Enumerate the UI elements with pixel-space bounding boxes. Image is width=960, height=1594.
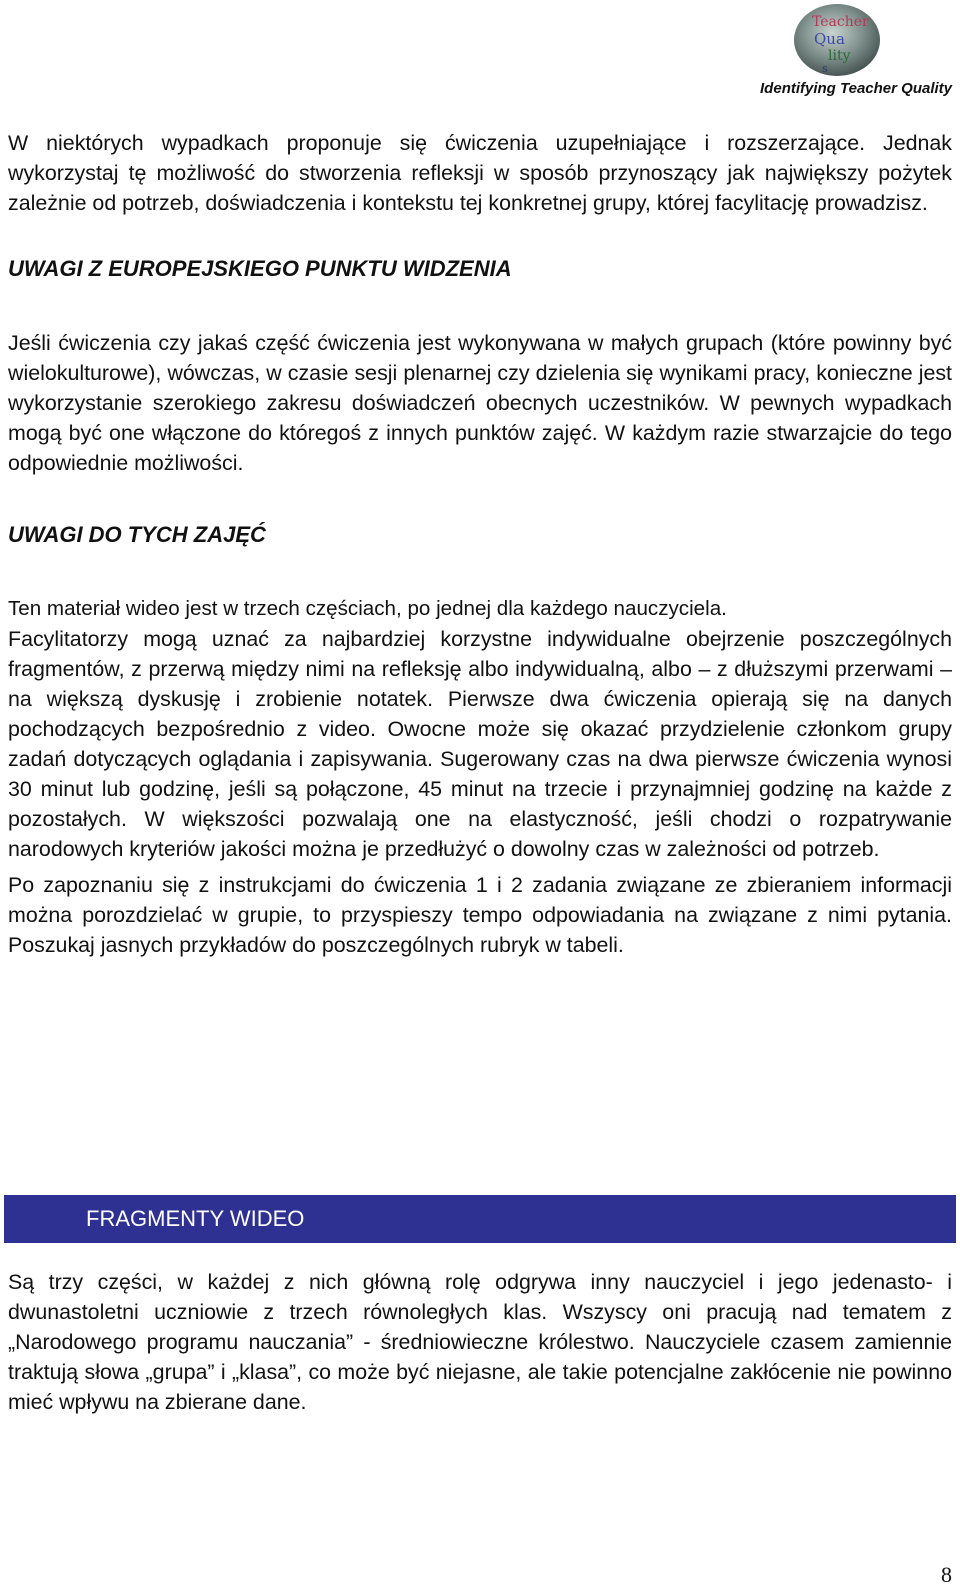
fragments-paragraph: Są trzy części, w każdej z nich główną rolę odgrywa inny nauczyciel i jego jedenasto- i dwunastoletni uczniowie z trzech równoległych klas. Wszyscy oni pracują nad tematem z „Narodowego programu nauczania” - średniowieczne królestwo. Nauczyciele czasem zamiennie traktują słowa „grupa” i „klasa”, co może być niejasne, ale takie potencjalne zakłócenie nie powinno mieć wpływu na zbierane dane. xyxy=(8,1270,952,1414)
video-fragments-title: FRAGMENTY WIDEO xyxy=(86,1206,305,1231)
logo-text-2: Qua xyxy=(814,30,845,48)
document-body xyxy=(8,128,952,960)
logo-text-4: s xyxy=(822,62,828,75)
logo-graphic xyxy=(792,2,882,78)
fragments-section xyxy=(8,1267,952,1417)
session-notes-first-line: Ten materiał wideo jest w trzech częściach, po jednej dla każdego nauczyciela. xyxy=(8,597,727,620)
session-notes-heading: UWAGI DO TYCH ZAJĘĆ xyxy=(8,522,266,547)
video-fragments-banner xyxy=(4,1195,956,1243)
european-notes-paragraph: Jeśli ćwiczenia czy jakaś część ćwiczenia jest wykonywana w małych grupach (które powinny być wielokulturowe), wówczas, w czasie sesji plenarnej czy dzielenia się wynikami pracy, konieczne jest wykorzystanie szerokiego zakresu doświadczeń obecnych uczestników. W pewnych wypadkach mogą być one włączone do któregoś z innych punktów zajęć. W każdym razie stwarzajcie do tego odpowiednie możliwości. xyxy=(8,331,952,475)
logo-text-1: Teacher xyxy=(812,14,869,30)
european-notes-heading: UWAGI Z EUROPEJSKIEGO PUNKTU WIDZENIA xyxy=(8,256,512,281)
logo-text-3: lity xyxy=(828,48,851,64)
page-number: 8 xyxy=(941,1562,952,1587)
intro-paragraph: W niektórych wypadkach proponuje się ćwiczenia uzupełniające i rozszerzające. Jednak wykorzystaj tę możliwość do stworzenia refleksji w sposób przynoszący jak największy pożytek zależnie od potrzeb, doświadczenia i kontekstu tej konkretnej grupy, której facylitację prowadzisz. xyxy=(8,131,952,215)
session-notes-paragraph-2: Po zapoznaniu się z instrukcjami do ćwiczenia 1 i 2 zadania związane ze zbieraniem informacji można porozdzielać w grupie, to przyspieszy tempo odpowiadania na związane z nimi pytania. Poszukaj jasnych przykładów do poszczególnych rubryk w tabeli. xyxy=(8,873,952,957)
session-notes-paragraph: Facylitatorzy mogą uznać za najbardziej korzystne indywidualne obejrzenie poszczególnych fragmentów, z przerwą między nimi na refleksję albo indywidualną, albo – z dłuższymi przerwami – na większą dyskusję i zrobienie notatek. Pierwsze dwa ćwiczenia opierają się na danych pochodzących bezpośrednio z video. Owocne może się okazać przydzielenie członkom grupy zadań dotyczących oglądania i zapisywania. Sugerowany czas na dwa pierwsze ćwiczenia wynosi 30 minut lub godzinę, jeśli są połączone, 45 minut na trzecie i przynajmniej godzinę na każde z pozostałych. W większości pozwalają one na elastyczność, jeśli chodzi o rozpatrywanie narodowych kryteriów jakości można je przedłużyć o dowolny czas w zależności od potrzeb. xyxy=(8,627,952,861)
header-brand: Identifying Teacher Quality xyxy=(760,80,952,97)
logo xyxy=(792,2,882,78)
